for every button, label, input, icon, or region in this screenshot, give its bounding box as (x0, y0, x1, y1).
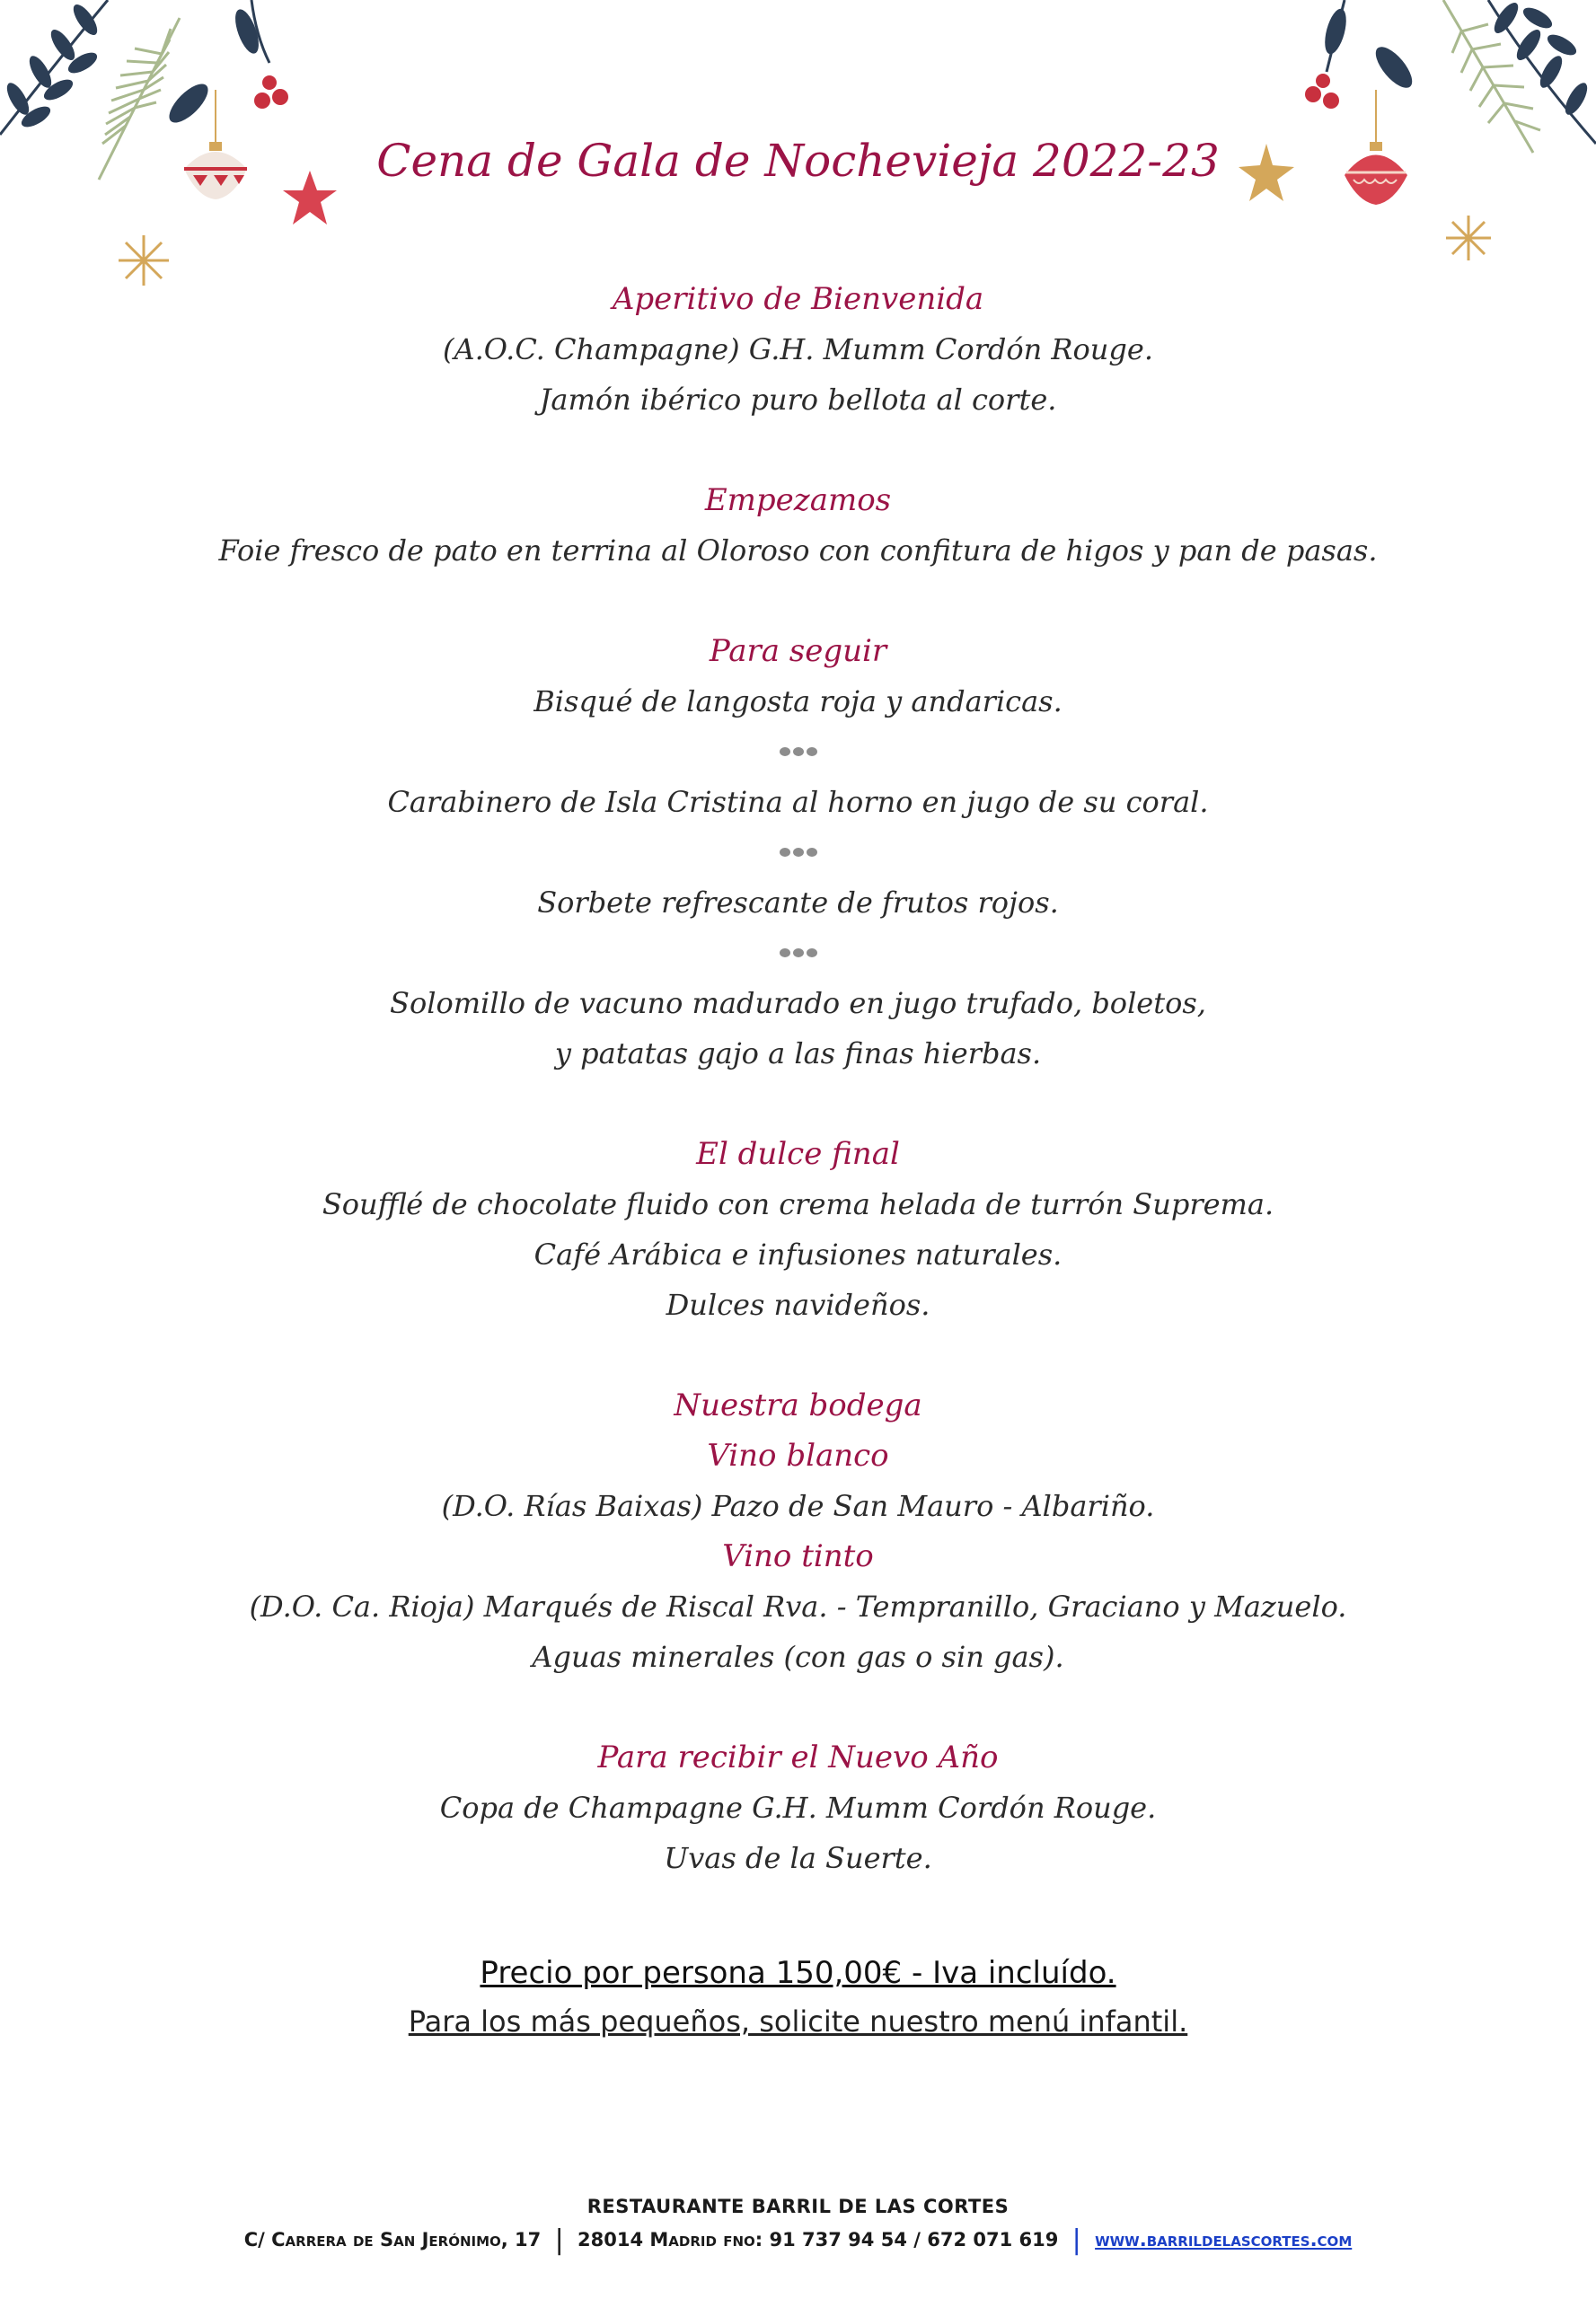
footer-contact-line (0, 2222, 1596, 2256)
holly-berries-icon (163, 0, 288, 128)
navy-leaf-branch-icon (1488, 0, 1596, 144)
dot-icon (793, 747, 804, 756)
section-heading: Para recibir el Nuevo Año (597, 1740, 999, 1775)
footer (0, 2191, 1596, 2256)
website-link[interactable]: www.barrildelascortes.com (1095, 2229, 1353, 2251)
course-separator-dots (0, 827, 1596, 877)
menu-body (0, 274, 1596, 1883)
snowflake-icon (1446, 216, 1491, 260)
menu-item: Solomillo de vacuno madurado en jugo trufado, boletos, (390, 986, 1206, 1020)
menu-item: (D.O. Ca. Rioja) Marqués de Riscal Rva. - Tempranillo, Graciano y Mazuelo. (249, 1590, 1347, 1624)
pine-branch-icon (1443, 0, 1540, 153)
menu-item: Aguas minerales (con gas o sin gas). (532, 1640, 1064, 1674)
section-heading: Nuestra bodega (674, 1387, 922, 1423)
kids-menu-note: Para los más pequeños, solicite nuestro menú infantil. (408, 2004, 1188, 2039)
dot-icon (793, 948, 804, 957)
street-address: C/ Carrera de San Jerónimo, 17 (243, 2229, 542, 2251)
section-heading: El dulce final (696, 1136, 900, 1172)
page-title: Cena de Gala de Nochevieja 2022-23 (376, 135, 1220, 187)
section-gap (0, 576, 1596, 626)
dot-icon (780, 747, 790, 756)
city-phone: 28014 Madrid fno: 91 737 94 54 / 672 071 619 (578, 2229, 1059, 2251)
section-heading: Empezamos (704, 482, 892, 518)
course-separator-dots (0, 928, 1596, 978)
menu-item: Café Arábica e infusiones naturales. (533, 1238, 1063, 1272)
section-heading: Vino blanco (707, 1438, 889, 1474)
menu-item: Sorbete refrescante de frutos rojos. (537, 885, 1059, 920)
dot-icon (807, 747, 817, 756)
menu-item: Carabinero de Isla Cristina al horno en jugo de su coral. (387, 785, 1209, 819)
menu-item: Foie fresco de pato en terrina al Oloroso con confitura de higos y pan de pasas. (218, 533, 1378, 568)
holly-berries-icon (1305, 0, 1418, 109)
menu-item: Copa de Champagne G.H. Mumm Cordón Rouge. (439, 1791, 1157, 1825)
price-line: Precio por persona 150,00€ - Iva incluído. (480, 1955, 1116, 1991)
section-gap (0, 1330, 1596, 1380)
section-heading: Aperitivo de Bienvenida (612, 281, 984, 317)
price-block (0, 1949, 1596, 2046)
menu-item: Jamón ibérico puro bellota al corte. (539, 383, 1057, 417)
menu-item: Bisqué de langosta roja y andaricas. (533, 684, 1063, 718)
menu-item: y patatas gajo a las finas hierbas. (554, 1036, 1042, 1070)
menu-item: Dulces navideños. (666, 1288, 930, 1322)
section-heading: Vino tinto (722, 1538, 874, 1574)
course-separator-dots (0, 727, 1596, 777)
footer-separator: | (554, 2224, 564, 2256)
dot-icon (780, 848, 790, 857)
dot-icon (807, 848, 817, 857)
dot-icon (780, 948, 790, 957)
section-heading: Para seguir (709, 633, 887, 669)
dot-icon (807, 948, 817, 957)
dot-icon (793, 848, 804, 857)
menu-item: (A.O.C. Champagne) G.H. Mumm Cordón Rouge. (443, 332, 1153, 366)
section-gap (0, 1682, 1596, 1732)
menu-item: (D.O. Rías Baixas) Pazo de San Mauro - Albariño. (441, 1489, 1155, 1523)
restaurant-name: RESTAURANTE BARRIL DE LAS CORTES (586, 2196, 1010, 2217)
menu-item: Uvas de la Suerte. (664, 1841, 932, 1875)
footer-separator: | (1071, 2224, 1081, 2256)
menu-item: Soufflé de chocolate fluido con crema helada de turrón Suprema. (322, 1187, 1274, 1221)
section-gap (0, 425, 1596, 475)
navy-leaf-branch-icon (0, 0, 108, 135)
section-gap (0, 1079, 1596, 1129)
